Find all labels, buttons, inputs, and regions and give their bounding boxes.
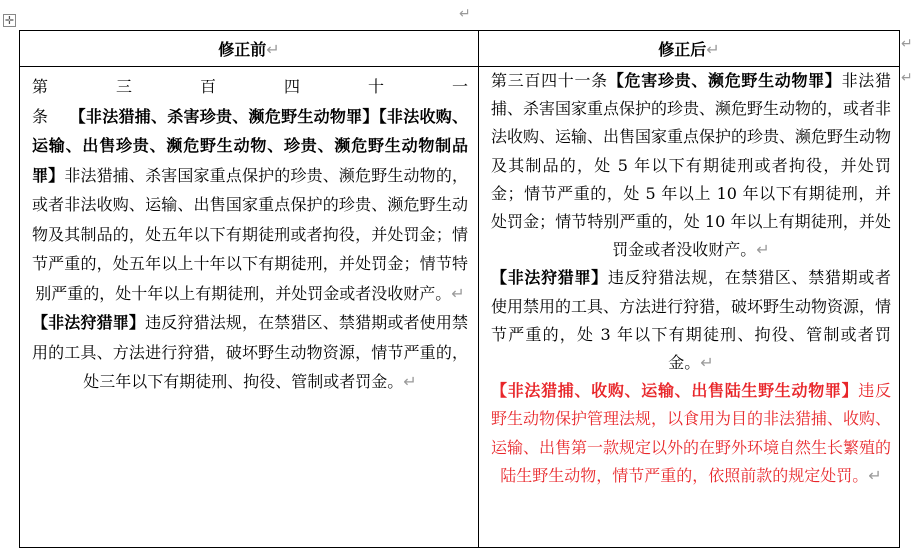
paragraph-mark-icon: ↵: [706, 40, 720, 59]
header-row: [20, 31, 900, 67]
paragraph-mark-icon: ↵: [403, 372, 417, 391]
charge-name: 【非法猎捕、杀害珍贵、濒危野生动物罪】: [69, 106, 379, 126]
new-article-text: 违反野生动物保护管理法规，以食用为目的非法猎捕、收购、运输、出售第一款规定以外的在野外环境自然生长繁殖的陆生野生动物，情节严重的，依照前款的规定处罚。: [491, 381, 892, 485]
article-text: 违反狩猎法规，在禁猎区、禁猎期或者使用禁用的工具、方法进行狩猎，破坏野生动物资源，情节严重的，处 3 年以下有期徒刑、拘役、管制或者罚金。: [491, 268, 892, 373]
paragraph-mark-icon: ↵: [756, 240, 770, 260]
header-before-label: 修正前: [218, 40, 267, 59]
charge-name: 【危害珍贵、濒危野生动物罪】: [607, 71, 842, 90]
after-paragraph-2: [491, 264, 891, 377]
paragraph-mark-icon: ↵: [700, 353, 714, 373]
row-end-mark-icon: ↵: [901, 70, 913, 86]
cell-after[interactable]: [479, 67, 900, 548]
article-number: 第三百四十一条: [491, 71, 608, 90]
paragraph-mark-icon: ↵: [459, 6, 471, 22]
comparison-table: [19, 30, 900, 548]
header-after[interactable]: [479, 31, 900, 67]
before-paragraph-1: [32, 72, 468, 308]
charge-name: 【非法狩猎罪】: [32, 313, 146, 332]
row-end-mark-icon: ↵: [901, 36, 913, 52]
header-before[interactable]: [20, 31, 479, 67]
cell-before[interactable]: [20, 67, 479, 548]
paragraph-mark-icon: ↵: [451, 283, 465, 303]
after-paragraph-1: [491, 67, 891, 264]
article-text: 非法猎捕、杀害国家重点保护的珍贵、濒危野生动物的，或者非法收购、运输、出售国家重点保护的珍贵、濒危野生动物及其制品的，处五年以下有期徒刑或者拘役，并处罚金；情节严重的，处五年以上十年以下有期徒刑，并处罚金；情节特别严重的，处十年以上有期徒刑，并处罚金或者没收财产。: [32, 165, 468, 303]
article-text: 违反狩猎法规，在禁猎区、禁猎期或者使用禁用的工具、方法进行狩猎，破坏野生动物资源，情节严重的，处三年以下有期徒刑、拘役、管制或者罚金。: [32, 313, 468, 391]
paragraph-mark-icon: ↵: [868, 465, 882, 485]
charge-name: 【非法狩猎罪】: [491, 268, 608, 288]
article-text: 非法猎捕、杀害国家重点保护的珍贵、濒危野生动物的，或者非法收购、运输、出售国家重点保护的珍贵、濒危野生动物及其制品的，处 5 年以下有期徒刑或者拘役，并处罚金；情节严重的，处 5 年以上 10 年以下有期徒刑，并处罚金；情节特别严重的，处 10 年以上有期徒刑，并处罚金或者没收财产。: [491, 71, 892, 260]
paragraph-mark-icon: ↵: [266, 40, 280, 59]
before-paragraph-2: [32, 308, 468, 397]
table-move-handle-icon[interactable]: ✛: [4, 14, 15, 27]
article-number: 第三百四十一条: [32, 77, 468, 126]
charge-name: 【非法收购、运输、出售珍贵、濒危野生动物、珍贵、濒危野生动物制品罪】: [32, 106, 468, 185]
after-paragraph-3-new: [491, 377, 891, 490]
new-charge-name: 【非法猎捕、收购、运输、出售陆生野生动物罪】: [491, 381, 859, 401]
header-after-label: 修正后: [658, 40, 707, 59]
content-row: [20, 67, 900, 548]
